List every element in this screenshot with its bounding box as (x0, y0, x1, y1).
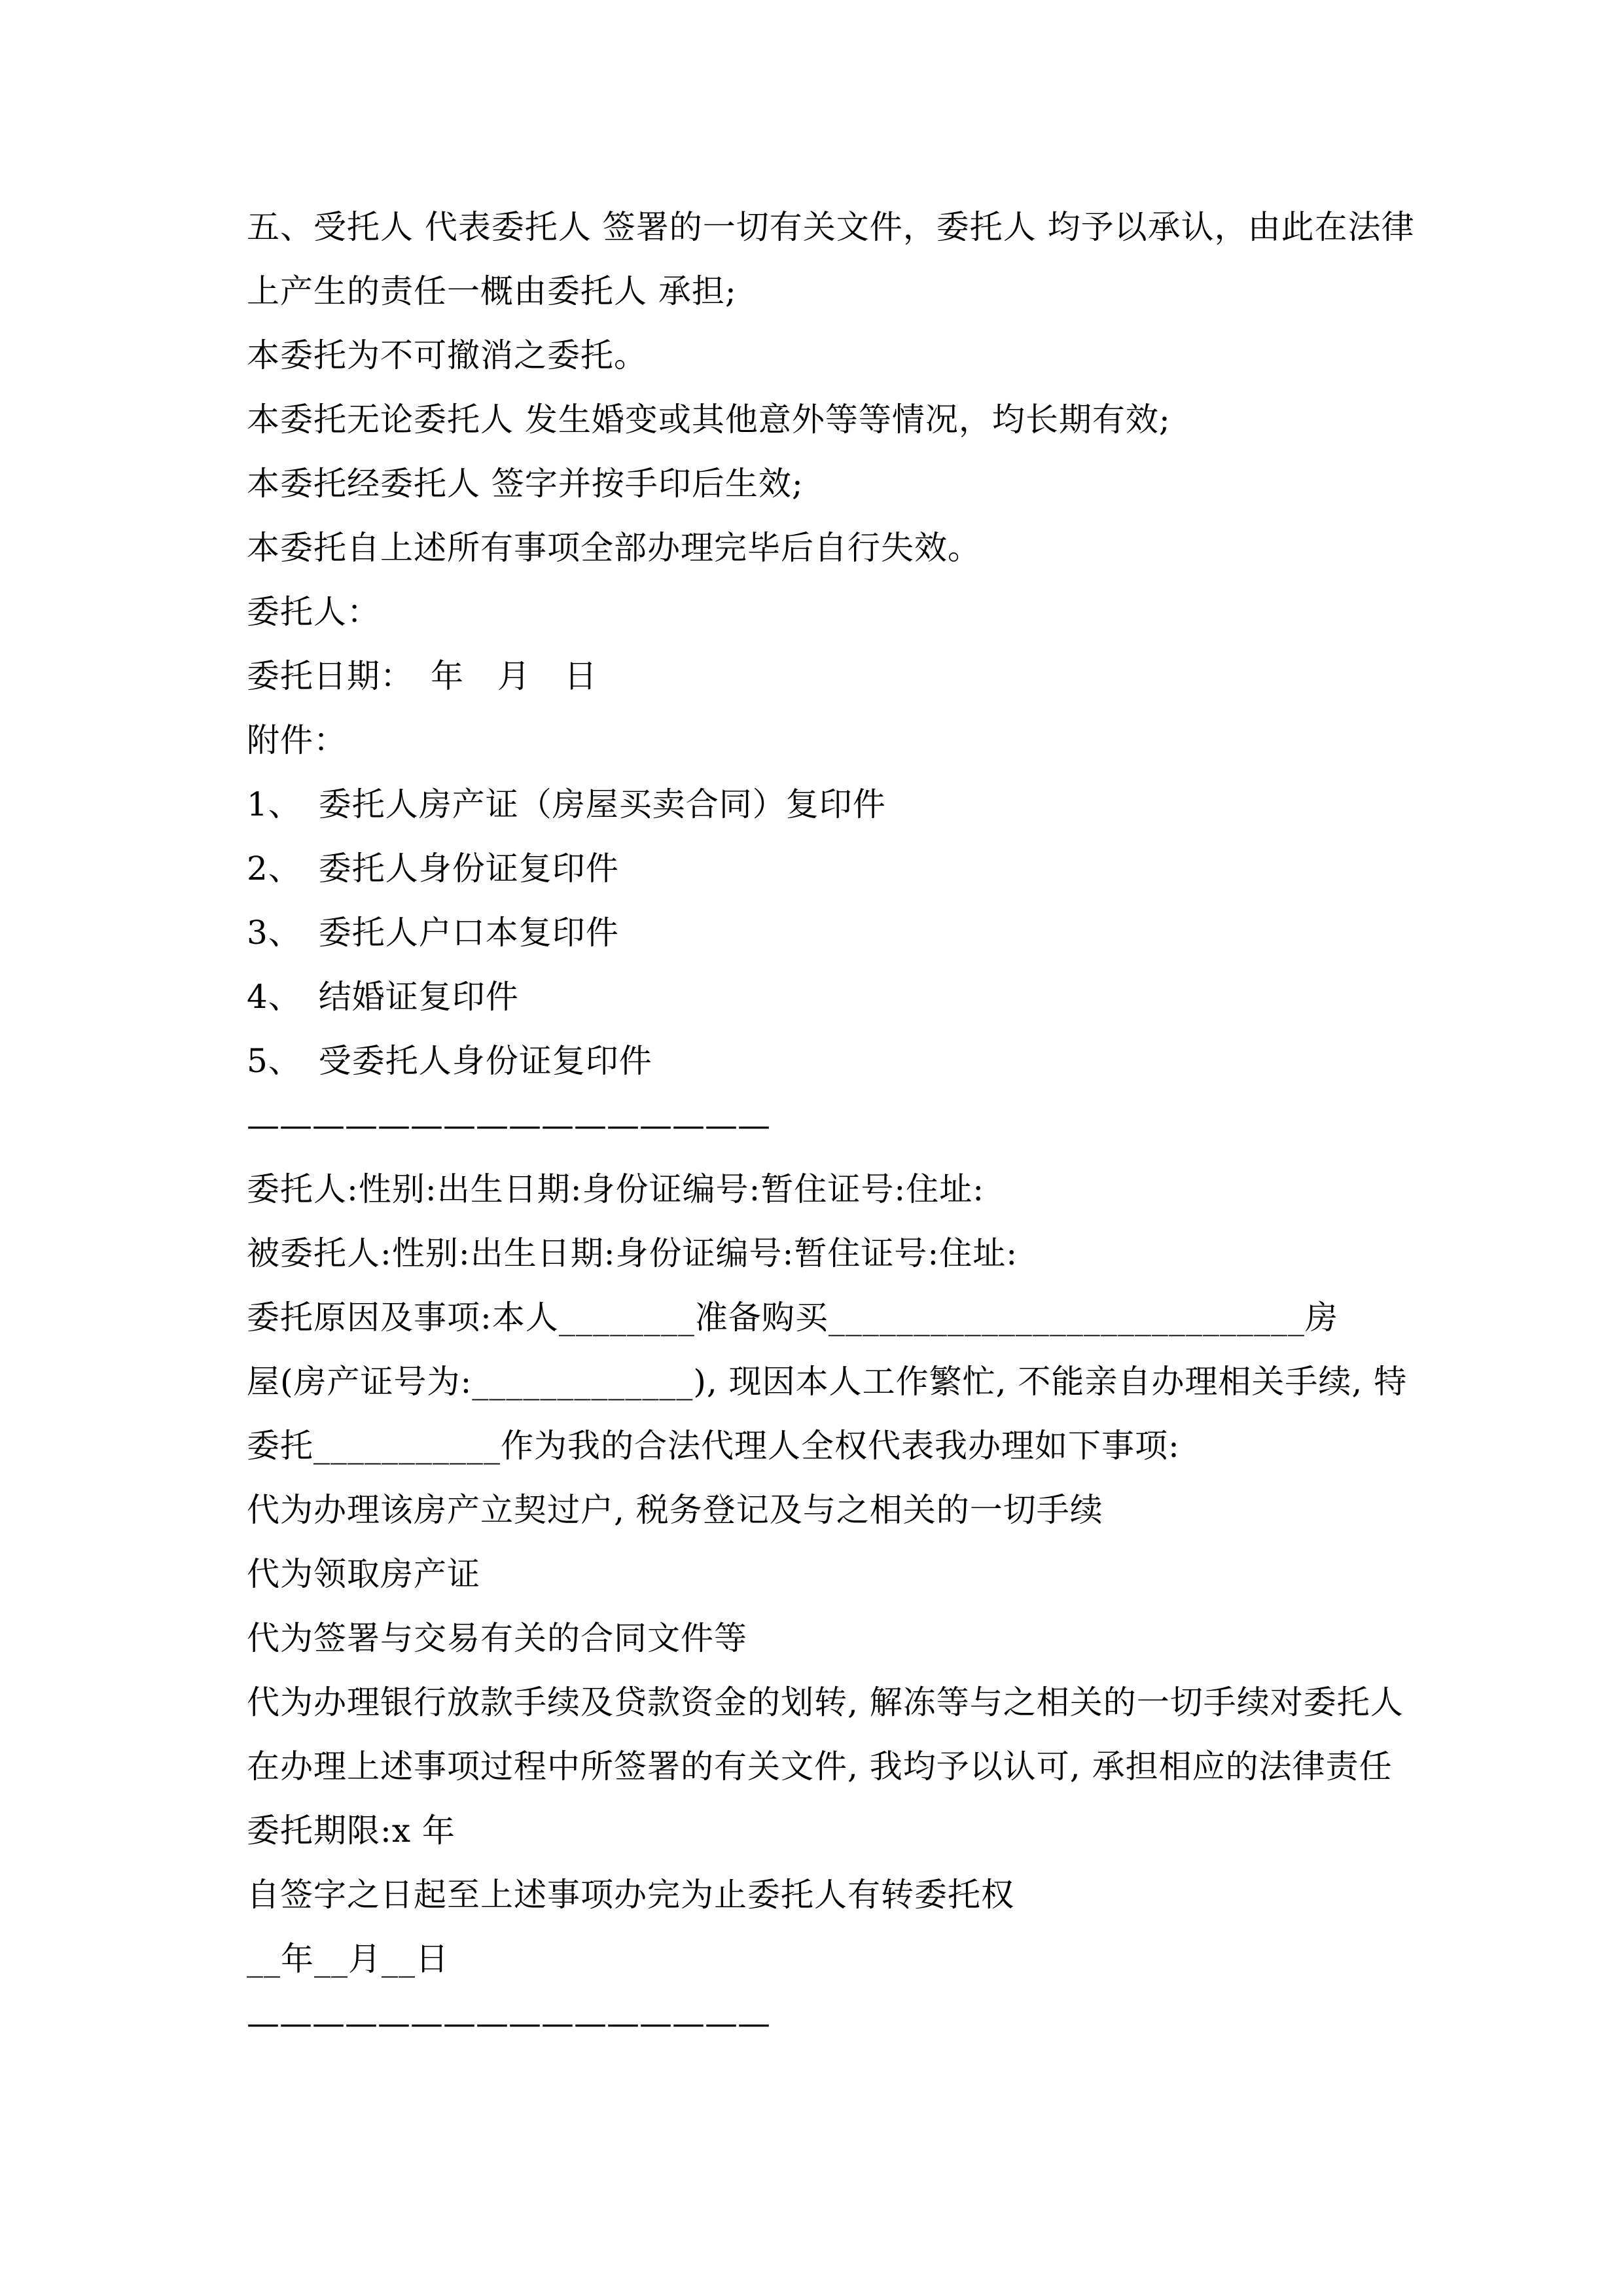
document-body (247, 195, 1431, 2055)
document-line: 代为领取房产证 (247, 1555, 480, 1593)
document-line: 委托期限:x 年 (247, 1812, 455, 1850)
document-line: 代为办理该房产立契过户, 税务登记及与之相关的一切手续 (247, 1491, 1103, 1529)
document-line: 上产生的责任一概由委托人 承担; (247, 272, 737, 310)
document-line: 附件： (247, 721, 347, 759)
document-line: __年__月__日 (247, 1940, 449, 1978)
document-line: 本委托为不可撤消之委托。 (247, 336, 647, 374)
document-line: 3、 委托人户口本复印件 (247, 914, 619, 952)
separator-line: ———————————————— (247, 2004, 770, 2042)
document-line: 本委托自上述所有事项全部办理完毕后自行失效。 (247, 529, 981, 567)
document-line: 1、 委托人房产证（房屋买卖合同）复印件 (247, 785, 886, 823)
document-line: 代为签署与交易有关的合同文件等 (247, 1619, 747, 1657)
document-line: 5、 受委托人身份证复印件 (247, 1042, 652, 1080)
document-line: 五、受托人 代表委托人 签署的一切有关文件，委托人 均予以承认，由此在法律 (247, 208, 1415, 246)
document-line: 被委托人:性别:出生日期:身份证编号:暂住证号:住址: (247, 1234, 1018, 1272)
document-line: 2、 委托人身份证复印件 (247, 850, 619, 888)
document-line: 本委托无论委托人 发生婚变或其他意外等等情况，均长期有效; (247, 401, 1171, 439)
document-line: 4、 结婚证复印件 (247, 978, 519, 1016)
separator-line: ———————————————— (247, 1106, 770, 1144)
document-line: 委托人： (247, 593, 380, 631)
document-line: 委托人:性别:出生日期:身份证编号:暂住证号:住址: (247, 1170, 985, 1208)
document-line: 委托原因及事项:本人________准备购买____________________________房 (247, 1299, 1338, 1336)
document-line: 委托日期： 年 月 日 (247, 657, 597, 695)
document-line: 屋(房产证号为:_____________), 现因本人工作繁忙, 不能亲自办理相关手续, 特 (247, 1363, 1408, 1401)
document-line: 自签字之日起至上述事项办完为止委托人有转委托权 (247, 1876, 1014, 1914)
document-line: 在办理上述事项过程中所签署的有关文件, 我均予以认可, 承担相应的法律责任 (247, 1748, 1393, 1785)
document-line: 代为办理银行放款手续及贷款资金的划转, 解冻等与之相关的一切手续对委托人 (247, 1683, 1404, 1721)
document-line: 本委托经委托人 签字并按手印后生效; (247, 465, 804, 503)
document-line: 委托___________作为我的合法代理人全权代表我办理如下事项: (247, 1427, 1180, 1465)
